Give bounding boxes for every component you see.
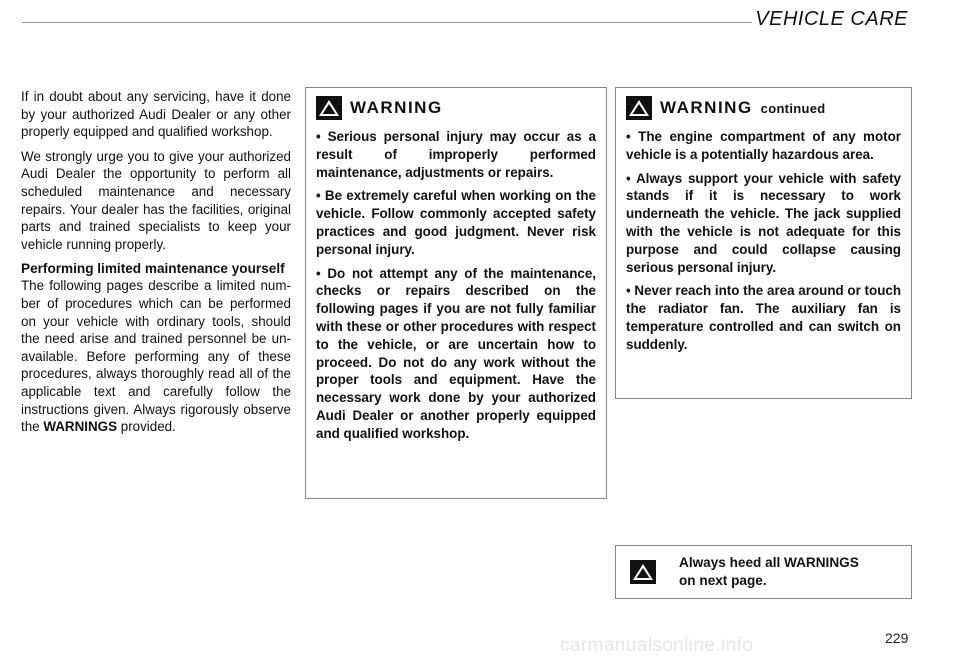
warning-continued-body: [626, 128, 901, 360]
warning-triangle-icon: [630, 560, 656, 584]
warning-header: [316, 94, 606, 122]
warning-continued-box: [615, 87, 912, 399]
warning-item: • Never reach into the area around or touch the radiator fan. The auxiliary fan is temperature controlled and can switch on suddenly.: [626, 283, 901, 352]
paragraph-3-end: provided.: [120, 419, 176, 435]
intro-paragraph-3: [21, 277, 291, 435]
warning-item: • The engine compartment of any motor vehicle is a potentially hazardous area.: [626, 129, 901, 162]
header-rule: [22, 22, 752, 23]
section-title: VEHICLE CARE: [755, 8, 908, 30]
warning-triangle-icon: [626, 96, 652, 120]
watermark: carmanualsonline.info: [560, 635, 754, 656]
warnings-emphasis: WARNINGS: [43, 419, 118, 435]
limited-maintenance-heading: Performing limited maintenance yourself: [21, 261, 285, 277]
warning-item: • Be extremely careful when working on the vehicle. Follow commonly accepted safety practices and good judgment. Never risk personal injury.: [316, 188, 596, 257]
warning-continued-header: [626, 94, 911, 122]
warning-box: [305, 87, 607, 499]
continued-label: continued: [760, 100, 826, 116]
warning-continued-title: WARNING: [660, 98, 753, 117]
intro-column: [21, 88, 291, 443]
notice-line-2: on next page.: [679, 573, 767, 588]
notice-line-1: Always heed all WARNINGS: [679, 555, 859, 570]
page-number: 229: [885, 630, 909, 646]
paragraph-3-text: The following pages describe a limited number of procedures which can be performed on your vehicle with ordinary tools, should the need arise and trained personnel be unavailable. Before performing any of these procedures, always thoroughly read all of the applicable text and carefully follow the instructions given. Always rigorously observe the: [21, 278, 291, 435]
intro-paragraph-2: We strongly urge you to give your authorized Audi Dealer the opportunity to perform all scheduled maintenance and necessary repairs. Your dealer has the facilities, original parts and trained specialists to keep your vehicle running properly.: [21, 148, 291, 252]
warning-body: [316, 128, 596, 449]
warning-triangle-icon: [316, 96, 342, 120]
heed-warnings-notice: [615, 545, 912, 599]
warning-title: WARNING: [350, 98, 443, 117]
notice-text: [679, 554, 859, 590]
intro-paragraph-1: If in doubt about any servicing, have it done by your authorized Audi Dealer or any other properly equipped and qualified workshop.: [21, 89, 291, 140]
warning-item: • Always support your vehicle with safety stands if it is necessary to work underneath the vehicle. The jack supplied with the vehicle is not adequate for this purpose and could collapse causing serious personal injury.: [626, 170, 901, 275]
warning-item: • Serious personal injury may occur as a result of improperly performed maintenance, adjustments or repairs.: [316, 129, 596, 180]
warning-item: • Do not attempt any of the maintenance, checks or repairs described on the following pages if you are not fully familiar with these or other procedures with respect to the vehicle, or are uncertain how to proceed. Do not do any work without the proper tools and equipment. Have the necessary work done by your authorized Audi Dealer or another properly equipped and qualified workshop.: [316, 265, 596, 441]
